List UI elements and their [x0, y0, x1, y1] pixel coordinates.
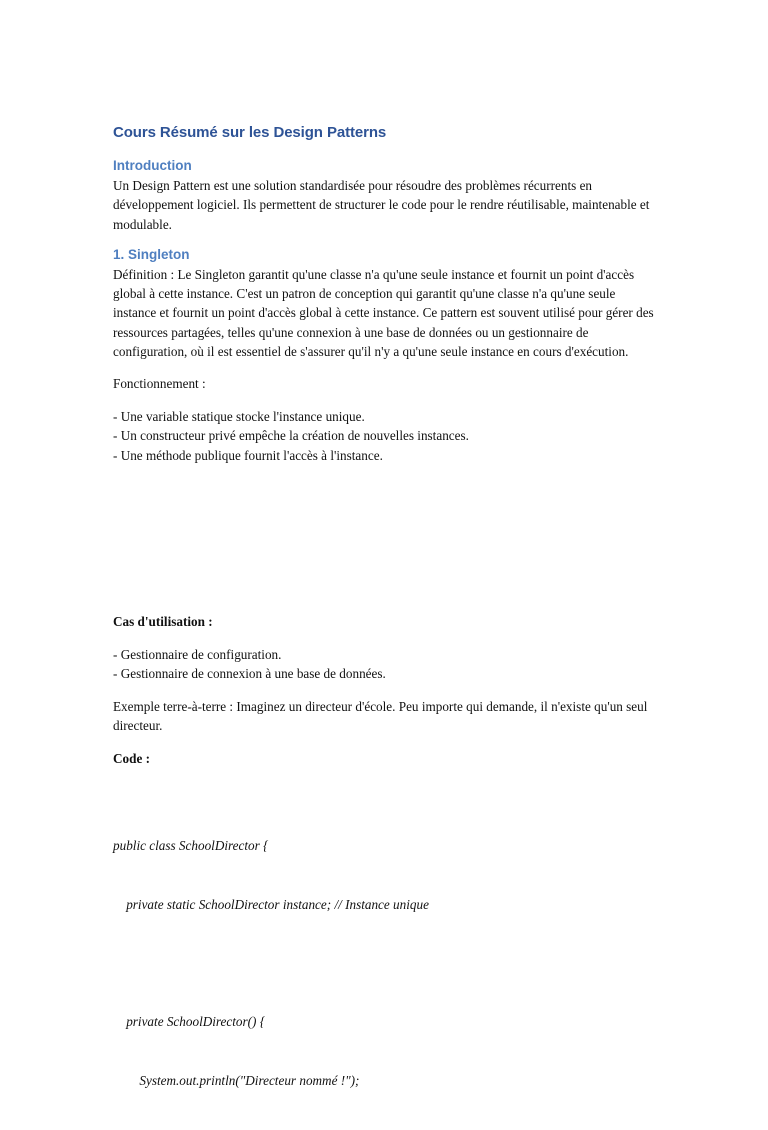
singleton-definition: Définition : Le Singleton garantit qu'une classe n'a qu'une seule instance et fournit un point d'accès global à cette instance. C'est un patron de conception qui garantit qu'une classe n'a qu'une seule instance et fournit un point d'accès global à cette instance. Ce pattern est souvent utilisé pour gérer des ressources partagées, telles qu'une connexion à une base de données ou un gestionnaire de configuration, où il est essentiel de s'assurer qu'il n'y a qu'une seule instance en cours d'exécution.: [113, 266, 654, 360]
fonctionnement-label: Fonctionnement :: [113, 376, 206, 392]
blank-space: [113, 465, 658, 612]
document-page: [113, 124, 658, 1130]
code-line: private static SchoolDirector instance; // Instance unique: [113, 896, 429, 912]
intro-heading: Introduction: [113, 158, 192, 173]
list-item: - Une méthode publique fournit l'accès à l'instance.: [113, 447, 383, 463]
intro-paragraph: Un Design Pattern est une solution standardisée pour résoudre des problèmes récurrents en développement logiciel. Ils permettent de structurer le code pour le rendre réutilisable, maintenable et modulable.: [113, 178, 650, 232]
code-line: public class SchoolDirector {: [113, 838, 269, 854]
code-line: System.out.println("Directeur nommé !");: [113, 1073, 360, 1089]
exemple-paragraph: Exemple terre-à-terre : Imaginez un directeur d'école. Peu importe qui demande, il n'existe qu'un seul directeur.: [113, 698, 648, 734]
cas-label: Cas d'utilisation :: [113, 614, 213, 630]
cas-list: [113, 645, 658, 684]
list-item: - Gestionnaire de configuration.: [113, 646, 282, 662]
list-item: - Gestionnaire de connexion à une base de données.: [113, 666, 386, 682]
code-label: Code :: [113, 750, 150, 766]
list-item: - Un constructeur privé empêche la création de nouvelles instances.: [113, 428, 469, 444]
document-title: Cours Résumé sur les Design Patterns: [113, 124, 387, 141]
fonctionnement-list: [113, 407, 658, 466]
code-block: [113, 797, 658, 1130]
code-line: [113, 954, 658, 974]
list-item: - Une variable statique stocke l'instance unique.: [113, 408, 365, 424]
code-line: private SchoolDirector() {: [113, 1014, 266, 1030]
singleton-heading: 1. Singleton: [113, 246, 190, 262]
